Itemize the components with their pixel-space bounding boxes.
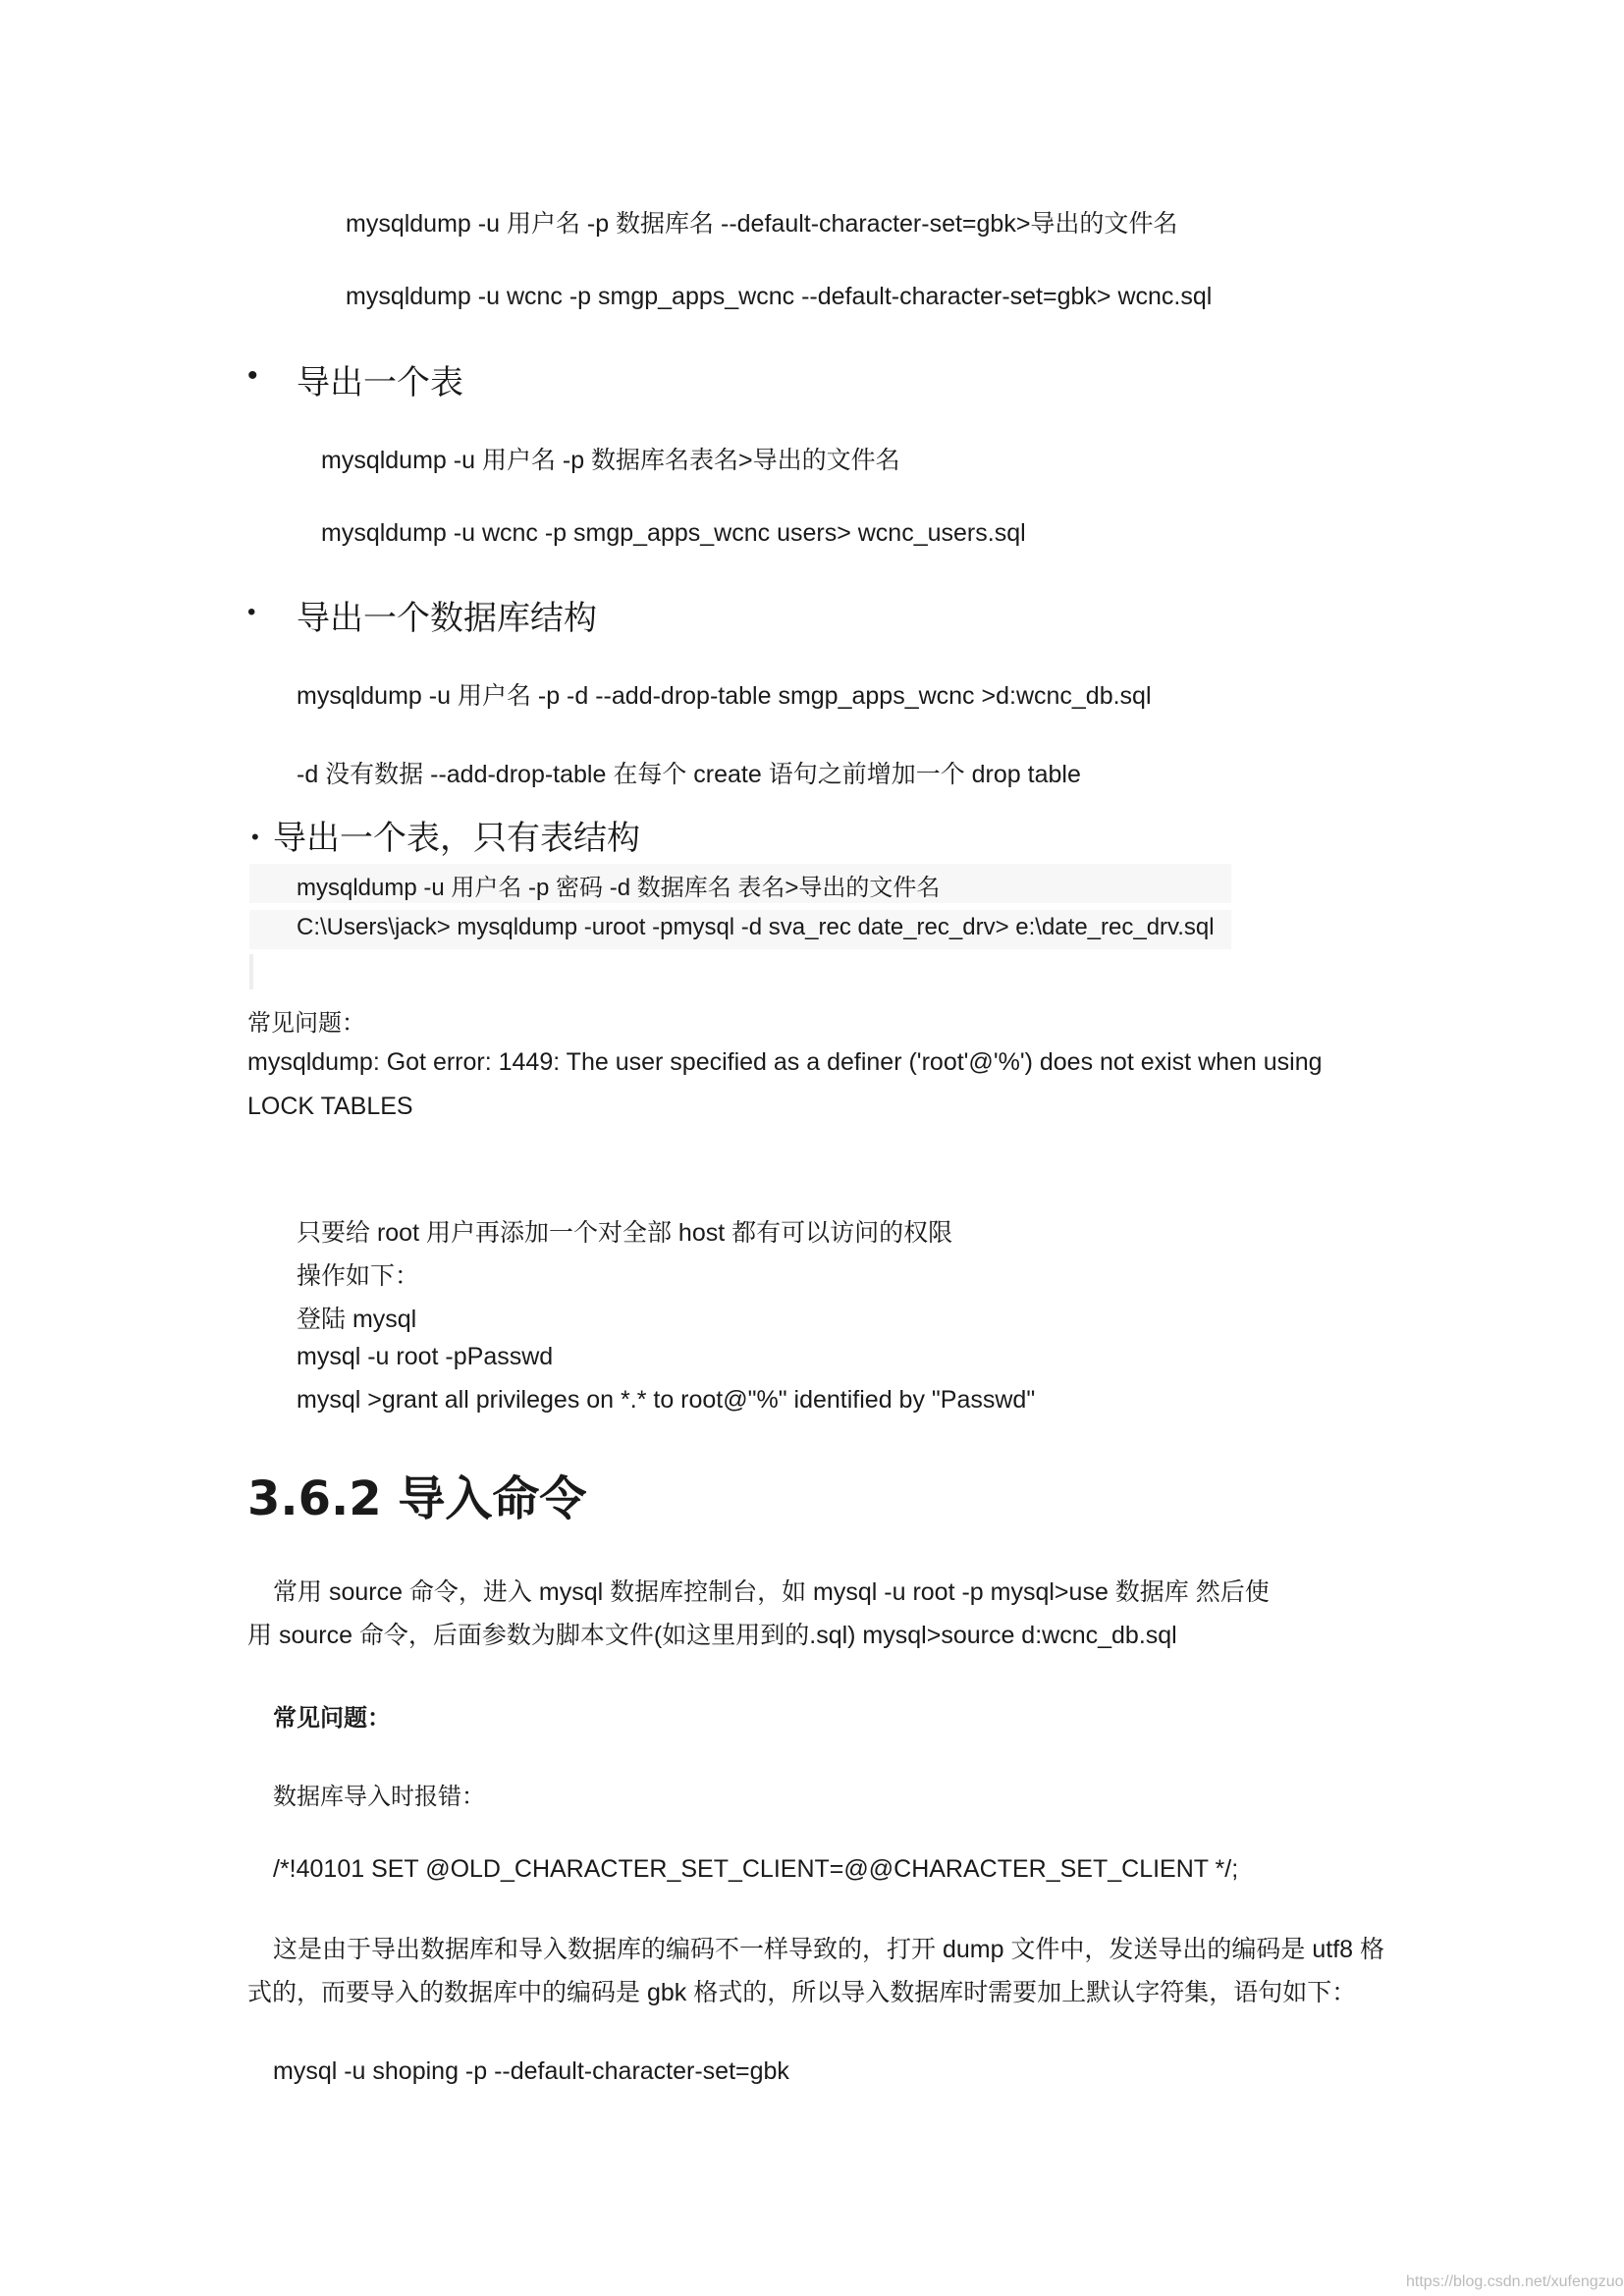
paragraph-line: 用 source 命令，后面参数为脚本文件(如这里用到的.sql) mysql>source d:wcnc_db.sql	[247, 1622, 1177, 1649]
bullet-heading: 导出一个数据库结构	[297, 600, 597, 637]
fix-line: 登陆 mysql	[297, 1306, 417, 1333]
faq-title: 常见问题：	[273, 1704, 391, 1732]
paragraph-line: 常用 source 命令，进入 mysql 数据库控制台，如 mysql -u root -p mysql>use 数据库 然后使	[273, 1578, 1270, 1606]
paragraph-line: 式的，而要导入的数据库中的编码是 gbk 格式的，所以导入数据库时需要加上默认字符集，语句如下：	[247, 1979, 1357, 2006]
command-line: mysqldump -u wcnc -p smgp_apps_wcnc --default-character-set=gbk> wcnc.sql	[346, 283, 1213, 310]
bullet-icon: •	[251, 825, 259, 849]
fix-line: 操作如下：	[297, 1262, 420, 1290]
error-message: mysqldump: Got error: 1449: The user specified as a definer ('root'@'%') does not exist when using	[247, 1048, 1323, 1076]
command-line: mysqldump -u 用户名 -p 密码 -d 数据库名 表名>导出的文件名	[297, 875, 941, 901]
watermark: https://blog.csdn.net/xufengzuo	[1406, 2273, 1624, 2290]
command-line: mysqldump -u 用户名 -p 数据库名 --default-character-set=gbk>导出的文件名	[346, 210, 1178, 238]
bullet-heading: 导出一个表	[297, 364, 463, 401]
bullet-icon: •	[247, 599, 256, 625]
fix-line: mysql >grant all privileges on *.* to root@"%" identified by "Passwd"	[297, 1386, 1036, 1414]
bullet-heading: 导出一个表，只有表结构	[273, 820, 640, 857]
command-line: mysqldump -u wcnc -p smgp_apps_wcnc users> wcnc_users.sql	[321, 519, 1026, 547]
section-heading: 3.6.2 导入命令	[247, 1471, 587, 1526]
code-block-divider	[249, 954, 253, 989]
fix-line: 只要给 root 用户再添加一个对全部 host 都有可以访问的权限	[297, 1219, 953, 1247]
paragraph-line: 这是由于导出数据库和导入数据库的编码不一样导致的，打开 dump 文件中，发送导出的编码是 utf8 格	[273, 1936, 1385, 1963]
command-line: C:\Users\jack> mysqldump -uroot -pmysql -d sva_rec date_rec_drv> e:\date_rec_drv.sql	[297, 914, 1215, 940]
command-line: mysql -u shoping -p --default-character-set=gbk	[273, 2057, 789, 2085]
error-line: /*!40101 SET @OLD_CHARACTER_SET_CLIENT=@@CHARACTER_SET_CLIENT */;	[273, 1855, 1239, 1883]
faq-title: 常见问题：	[247, 1010, 365, 1037]
command-line: mysqldump -u 用户名 -p -d --add-drop-table smgp_apps_wcnc >d:wcnc_db.sql	[297, 682, 1152, 710]
fix-line: mysql -u root -pPasswd	[297, 1343, 554, 1370]
error-message: LOCK TABLES	[247, 1093, 413, 1120]
error-title: 数据库导入时报错：	[273, 1784, 485, 1810]
bullet-icon: •	[247, 359, 258, 392]
command-line: mysqldump -u 用户名 -p 数据库名表名>导出的文件名	[321, 447, 900, 474]
command-line: -d 没有数据 --add-drop-table 在每个 create 语句之前增加一个 drop table	[297, 761, 1081, 788]
